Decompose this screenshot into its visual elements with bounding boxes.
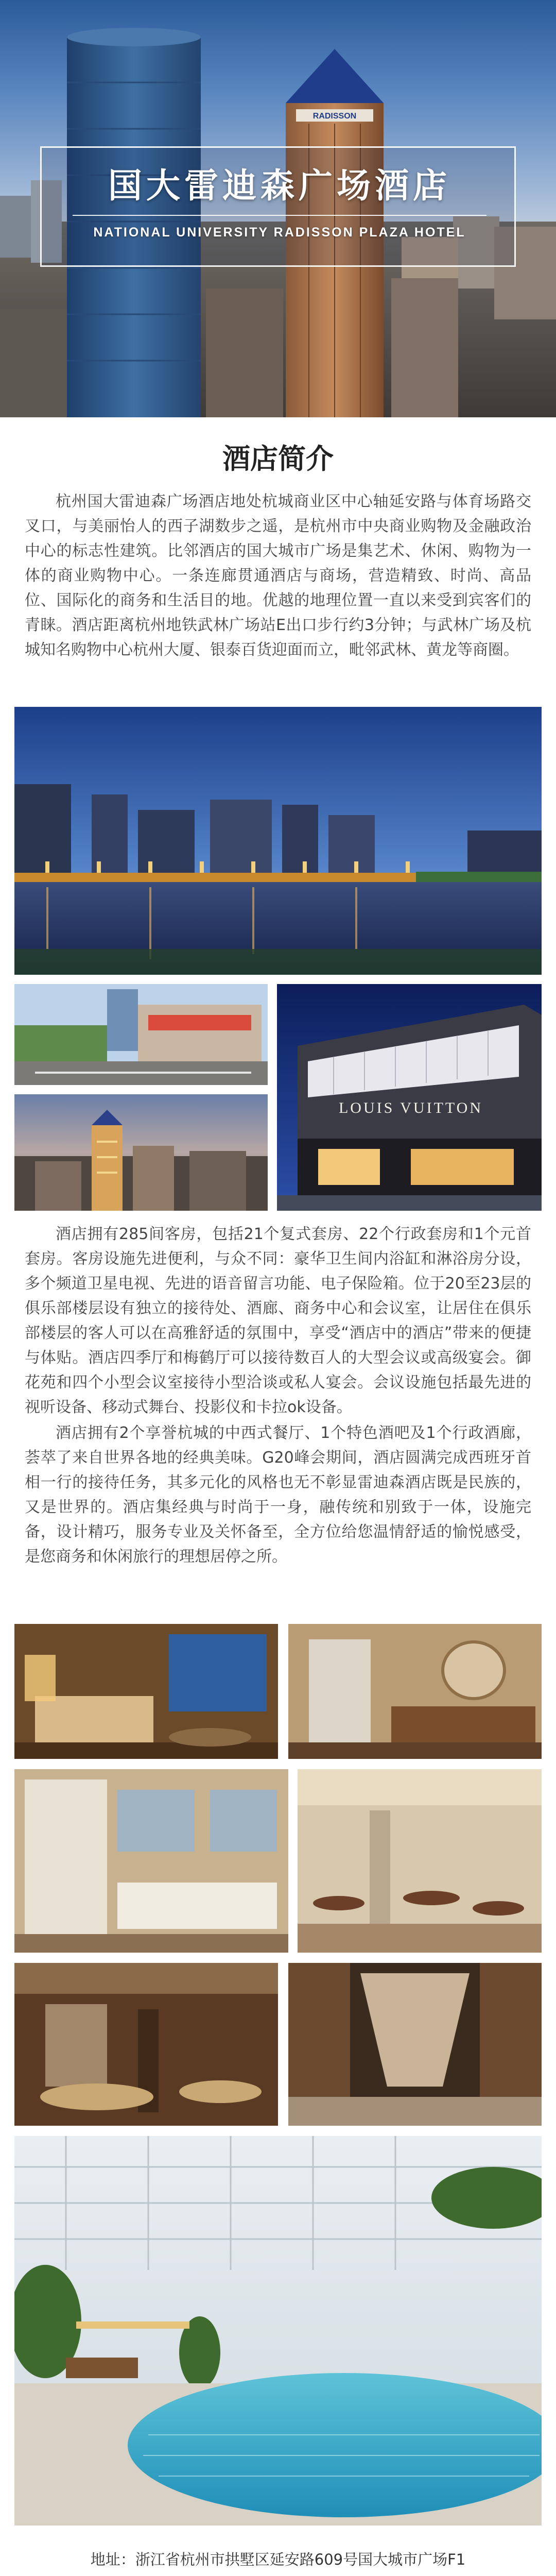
intro-paragraph-2: 酒店拥有285间客房，包括21个复式套房、22个行政套房和1个元首套房。客房设施先进便利，与众不同：豪华卫生间内浴缸和淋浴房分设，多个频道卫星电视、先进的语音留言功能、电子保险箱。位于20至23层的俱乐部楼层设有独立的接待处、酒廊、商务中心和会议室，让居住在俱乐部楼层的客人可以在高雅舒适的氛围中，享受“酒店中的酒店”带来的便捷与体贴。酒店四季厅和梅鹤厅可以接待数百人的大型会议或高级宴会。御花苑和四个小型会议室接待小型洽谈或私人宴会。会议设施包括最先进的视听设备、移动式舞台、投影仪和卡拉ok设备。 [25, 1225, 531, 1416]
section-heading: 酒店简介 [222, 443, 334, 475]
photo-street-day [14, 984, 268, 1085]
photo-chinese-restaurant [14, 1963, 278, 2126]
photo-indoor-pool [14, 2136, 542, 2526]
hero-title-divider [73, 215, 486, 216]
photo-bathroom-vanity [288, 1624, 542, 1759]
photo-bathroom-bathtub [14, 1769, 288, 1953]
photo-suite-living-room [14, 1624, 278, 1759]
store-sign-text: LOUIS VUITTON [338, 1099, 483, 1116]
photo-aerial-dusk [14, 1094, 268, 1211]
photo-river-night [14, 707, 542, 975]
hero-title-en: NATIONAL UNIVERSITY RADISSON PLAZA HOTEL [93, 225, 466, 240]
hero-title-cn: 国大雷迪森广场酒店 [108, 166, 451, 206]
intro-paragraph-3: 酒店拥有2个享誉杭城的中西式餐厅、1个特色酒吧及1个行政酒廊，荟萃了来自世界各地的经典美味。G20峰会期间，酒店圆满完成西班牙首相一行的接待任务，其多元化的风格也无不彰显雷迪森酒店既是民族的，又是世界的。酒店集经典与时尚于一身，融传统和别致于一体，设施完备，设计精巧，服务专业及关怀备至，全方位给您温情舒适的愉悦感受，是您商务和休闲旅行的理想居停之所。 [25, 1424, 531, 1566]
photo-restaurant-dining [298, 1769, 542, 1953]
photo-louis-vuitton-store [277, 984, 542, 1211]
photo-lobby-corridor [288, 1963, 542, 2126]
intro-paragraph-1: 杭州国大雷迪森广场酒店地处杭城商业区中心轴延安路与体育场路交叉口，与美丽怡人的西子湖数步之遥，是杭州市中央商业购物及金融政治中心的标志性建筑。比邻酒店的国大城市广场是集艺术、休闲、购物为一体的商业购物中心。一条连廊贯通酒店与商场，营造精致、时尚、高品位、国际化的商务和生活目的地。优越的地理位置一直以来受到宾客们的青睐。酒店距离杭州地铁武林广场站E出口步行约3分钟；与武林广场及杭城知名购物中心杭州大厦、银泰百货迎面而立，毗邻武林、黄龙等商圈。 [25, 493, 531, 659]
hero-title-box [40, 146, 516, 267]
footer-address: 地址：浙江省杭州市拱墅区延安路609号国大城市广场F1 [90, 2551, 466, 2568]
hotel-sign-text: RADISSON [312, 112, 357, 121]
